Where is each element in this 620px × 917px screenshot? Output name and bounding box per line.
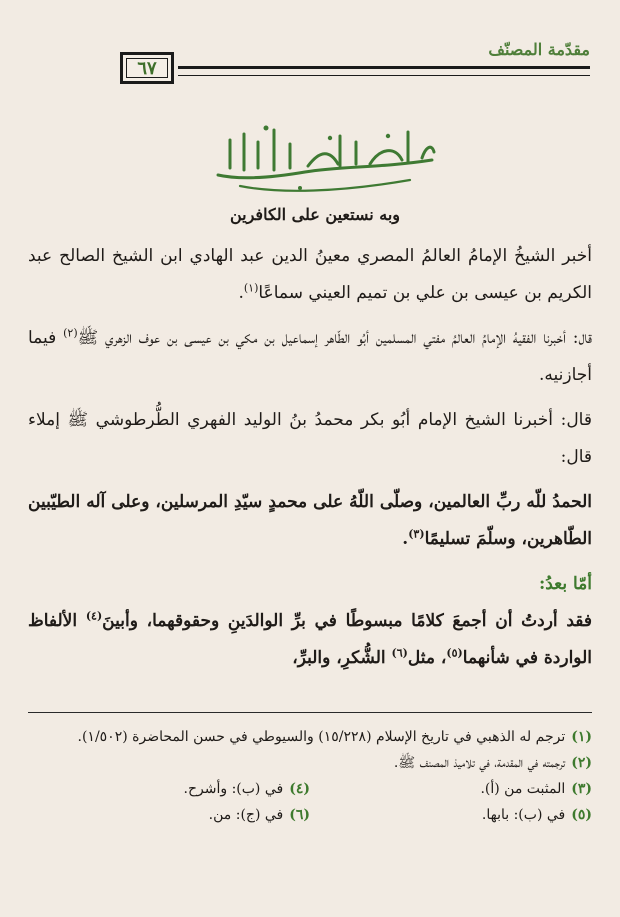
paragraph-2 xyxy=(28,320,592,394)
header-rule xyxy=(178,66,590,76)
footnote-text: ترجم له الذهبي في تاريخ الإسلام (١٥/٢٢٨) والسيوطي في حسن المحاضرة (١/٥٠٢). xyxy=(77,729,566,745)
footnote-6 xyxy=(28,802,310,828)
footnote-row xyxy=(28,802,592,828)
footnote-row xyxy=(28,724,592,750)
footnote-mark-4: (٤) xyxy=(85,609,103,623)
footnote-mark-2: (٢) xyxy=(63,326,78,340)
footnote-mark-5: (٥) xyxy=(446,646,463,660)
footnote-text: ترجمته في المقدمة، في تلاميذ المصنف ﷺ. xyxy=(393,755,566,771)
footnotes xyxy=(28,724,592,828)
footnote-text: في (ب): بابها. xyxy=(481,807,566,823)
footnote-number: (٥) xyxy=(571,807,592,823)
footnote-3 xyxy=(310,776,592,802)
paragraph-4 xyxy=(28,484,592,558)
page-header xyxy=(120,40,590,80)
footnote-row xyxy=(28,750,592,776)
footnote-4 xyxy=(28,776,310,802)
footnote-5 xyxy=(310,802,592,828)
subheading: وبه نستعين على الكافرين xyxy=(229,205,401,224)
paragraph-4-text: الحمدُ للّه ربِّ العالمين، وصلّى اللّهُ على محمدٍ سيّدِ المرسلين، وعلى آله الطيّبين الطّاهرين، وسلّمَ تسليمًا xyxy=(28,492,592,549)
section-heading: أمّا بعدُ: xyxy=(538,574,592,594)
main-text xyxy=(28,238,592,685)
paragraph-5-text-b: الألفاظ الواردة في شأنهما xyxy=(28,611,592,668)
basmala-calligraphy xyxy=(210,120,440,200)
footnote-row xyxy=(28,776,592,802)
footnote-divider xyxy=(28,712,592,713)
paragraph-3 xyxy=(28,402,592,476)
paragraph-1-text: أخبر الشيخُ الإمامُ العالمُ المصري معينُ الدين عبد الهادي ابن الشيخ الصالح عبد الكريم بن عيسى بن علي بن تميم العيني سماعًا xyxy=(28,246,592,303)
footnote-number: (٣) xyxy=(571,781,592,797)
paragraph-5-text-c: ، مثل xyxy=(407,648,447,668)
paragraph-4-end: . xyxy=(402,529,409,549)
footnote-2 xyxy=(394,750,592,776)
paragraph-5-text-a: فقد أردتُ أن أجمعَ كلامًا مبسوطًا في برِّ الوالدَينِ وحقوقهما، وأبينَ xyxy=(102,611,592,631)
footnote-mark-6: (٦) xyxy=(391,646,408,660)
paragraph-2-text-a: قال: أخبرنا الفقيهُ الإمامُ العالمُ مفتي المسلمين أبُو الطّاهر إسماعيل بن مكي بن عيسى بن عوف الزهري ﷺ xyxy=(77,328,593,348)
footnote-text: في (ج): من. xyxy=(208,807,284,823)
paragraph-2-text-b: فيما أجازنيه. xyxy=(28,328,592,385)
paragraph-5 xyxy=(28,603,592,677)
footnote-number: (١) xyxy=(571,729,592,745)
paragraph-1 xyxy=(28,238,592,312)
footnote-1 xyxy=(78,724,593,750)
page-number: ٦٧ xyxy=(120,52,174,84)
paragraph-heading xyxy=(28,566,592,603)
footnote-number: (٤) xyxy=(289,781,310,797)
footnote-text: المثبت من (أ). xyxy=(480,781,566,797)
paragraph-1-end: . xyxy=(238,283,244,303)
footnote-mark-3: (٣) xyxy=(408,527,425,541)
footnote-mark-1: (١) xyxy=(243,281,259,295)
paragraph-3-text: قال: أخبرنا الشيخ الإمام أبُو بكر محمدُ بنُ الوليد الفهري الطُّرطوشي ﷺ إملاء قال: xyxy=(28,410,592,467)
chapter-title: مقدّمة المصنّف xyxy=(488,40,590,59)
paragraph-5-text-d: الشُّكرِ، والبرِّ، xyxy=(292,648,392,668)
footnote-text: في (ب): وأشرح. xyxy=(183,781,284,797)
footnote-number: (٦) xyxy=(289,807,310,823)
footnote-number: (٢) xyxy=(571,755,592,771)
